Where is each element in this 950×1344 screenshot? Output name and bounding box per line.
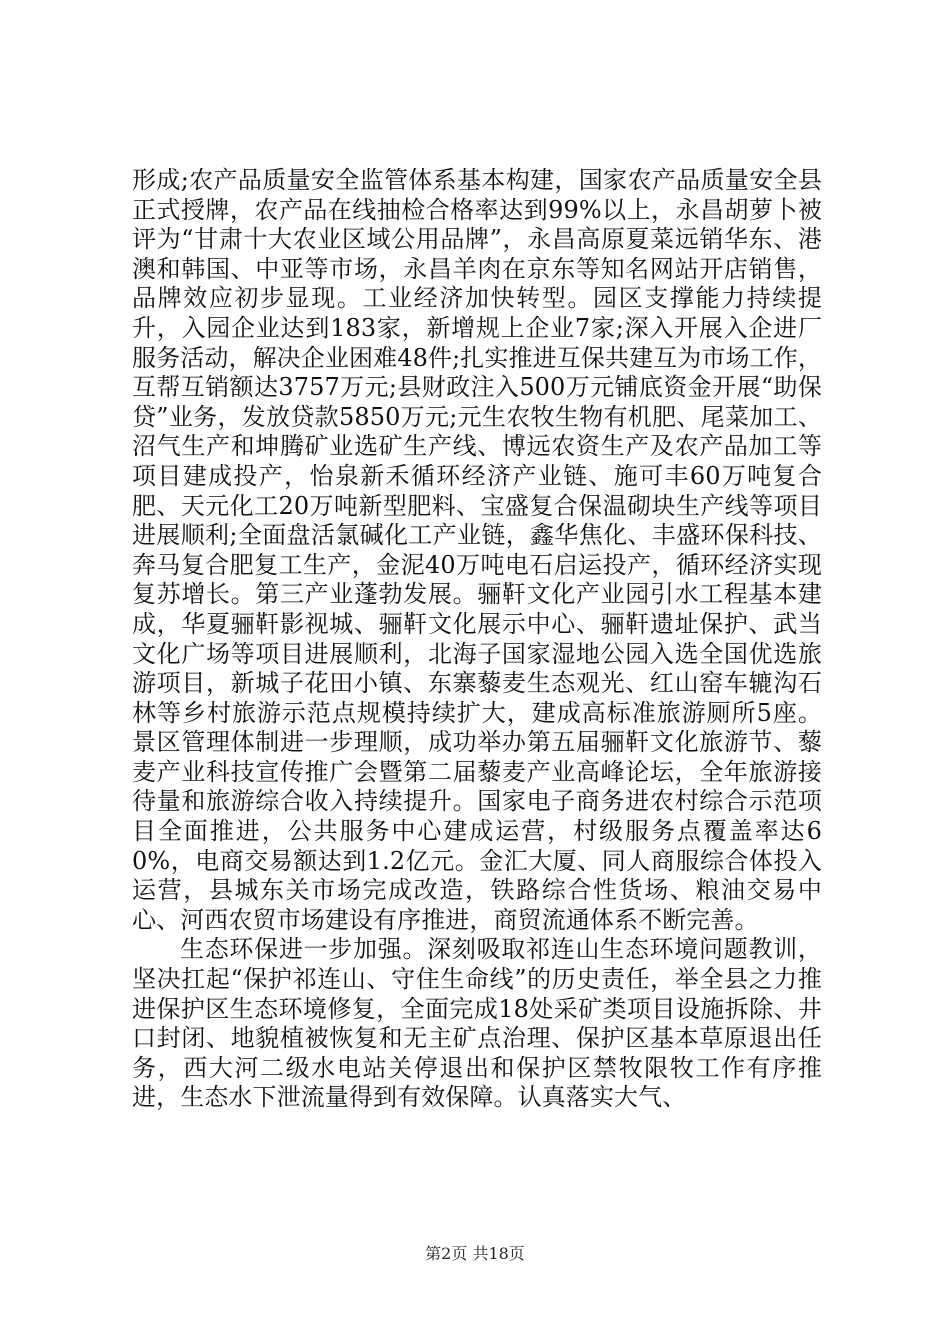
paragraph-ecology: 生态环保进一步加强。深刻吸取祁连山生态环境问题教训，坚决扛起“保护祁连山、守住生命线”的历史责任，举全县之力推进保护区生态环境修复，全面完成18处采矿类项目设施拆除、井口封闭、地貌植被恢复和无主矿点治理、保护区基本草原退出任务，西大河二级水电站关停退出和保护区禁牧限牧工作有序推进，生态水下泄流量得到有效保障。认真落实大气、 (132, 935, 822, 1112)
document-body (132, 166, 822, 1113)
page-number-footer: 第2页 共18页 (425, 1244, 525, 1263)
paragraph-continued: 形成;农产品质量安全监管体系基本构建，国家农产品质量安全县正式授牌，农产品在线抽检合格率达到99%以上，永昌胡萝卜被评为“甘肃十大农业区域公用品牌”，永昌高原夏菜远销华东、港澳和韩国、中亚等市场，永昌羊肉在京东等知名网站开店销售，品牌效应初步显现。工业经济加快转型。园区支撑能力持续提升，入园企业达到183家，新增规上企业7家;深入开展入企进厂服务活动，解决企业困难48件;扎实推进互保共建互为市场工作，互帮互销额达3757万元;县财政注入500万元铺底资金开展“助保贷”业务，发放贷款5850万元;元生农牧生物有机肥、尾菜加工、沼气生产和坤腾矿业选矿生产线、博远农资生产及农产品加工等项目建成投产，怡泉新禾循环经济产业链、施可丰60万吨复合肥、天元化工20万吨新型肥料、宝盛复合保温砌块生产线等项目进展顺利;全面盘活氯碱化工产业链，鑫华焦化、丰盛环保科技、奔马复合肥复工生产，金泥40万吨电石启运投产，循环经济实现复苏增长。第三产业蓬勃发展。骊靬文化产业园引水工程基本建成，华夏骊靬影视城、骊靬文化展示中心、骊靬遗址保护、武当文化广场等项目进展顺利，北海子国家湿地公园入选全国优选旅游项目，新城子花田小镇、东寨藜麦生态观光、红山窑车辘沟石林等乡村旅游示范点规模持续扩大，建成高标准旅游厕所5座。景区管理体制进一步理顺，成功举办第五届骊靬文化旅游节、藜麦产业科技宣传推广会暨第二届藜麦产业高峰论坛，全年旅游接待量和旅游综合收入持续提升。国家电子商务进农村综合示范项目全面推进，公共服务中心建成运营，村级服务点覆盖率达60%，电商交易额达到1.2亿元。金汇大厦、同人商服综合体投入运营，县城东关市场完成改造，铁路综合性货场、粮油交易中心、河西农贸市场建设有序推进，商贸流通体系不断完善。 (132, 166, 822, 934)
